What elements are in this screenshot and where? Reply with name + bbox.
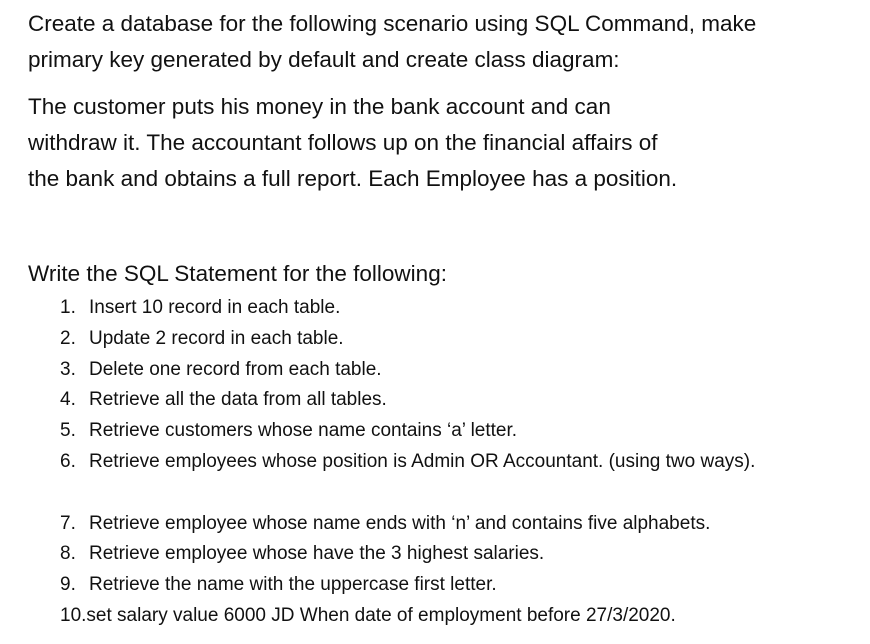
task-list	[0, 293, 870, 632]
scenario-line-1: The customer puts his money in the bank account and can	[28, 94, 611, 119]
task-item	[0, 293, 870, 324]
task-item	[0, 539, 870, 570]
task-text: Delete one record from each table.	[89, 358, 382, 380]
task-number: 6.	[60, 450, 76, 472]
task-text: Retrieve employees whose position is Admin OR Accountant. (using two ways).	[89, 450, 756, 472]
task-number: 7.	[60, 512, 76, 534]
task-number: 8.	[60, 543, 76, 565]
task-item	[0, 385, 870, 416]
scenario-line-2: withdraw it. The accountant follows up on the financial affairs of	[28, 130, 658, 155]
scenario-line-3: the bank and obtains a full report. Each Employee has a position.	[28, 166, 678, 191]
task-item	[0, 601, 870, 632]
task-item	[0, 355, 870, 386]
task-text: Retrieve customers whose name contains ‘a’ letter.	[89, 420, 518, 442]
intro-line-1: Create a database for the following scenario using SQL Command, make	[28, 11, 757, 36]
task-item	[0, 447, 870, 509]
task-item	[0, 324, 870, 355]
task-number: 10.	[60, 604, 87, 626]
task-item	[0, 509, 870, 540]
task-number: 9.	[60, 574, 76, 596]
task-item	[0, 416, 870, 447]
task-text: Retrieve employee whose have the 3 highest salaries.	[89, 543, 545, 565]
task-number: 1.	[60, 297, 76, 318]
task-item	[0, 570, 870, 601]
task-number: 4.	[60, 389, 76, 411]
task-text: Update 2 record in each table.	[89, 327, 344, 349]
task-text: set salary value 6000 JD When date of employment before 27/3/2020.	[86, 604, 676, 626]
task-text: Insert 10 record in each table.	[89, 297, 341, 318]
task-text: Retrieve employee whose name ends with ‘n’ and contains five alphabets.	[89, 512, 711, 534]
task-number: 5.	[60, 420, 76, 442]
sql-statements-heading: Write the SQL Statement for the following:	[28, 261, 447, 286]
intro-paragraph	[28, 6, 828, 78]
task-number: 2.	[60, 327, 76, 349]
scenario-paragraph	[28, 89, 828, 197]
task-text: Retrieve the name with the uppercase first letter.	[89, 574, 497, 596]
task-text: Retrieve all the data from all tables.	[89, 389, 387, 411]
task-number: 3.	[60, 358, 76, 380]
intro-line-2: primary key generated by default and create class diagram:	[28, 47, 620, 72]
